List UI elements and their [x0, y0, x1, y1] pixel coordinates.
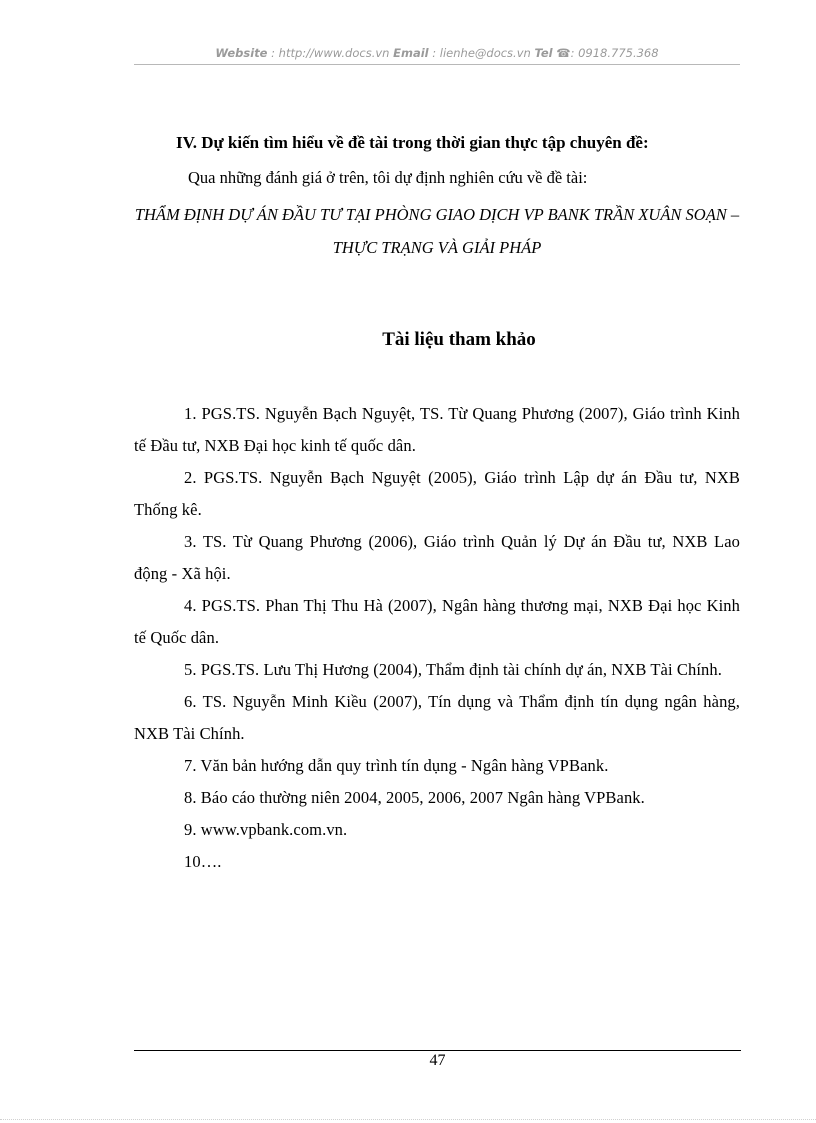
- section-intro: Qua những đánh giá ở trên, tôi dự định nghiên cứu về đề tài:: [188, 168, 588, 187]
- reference-item: 1. PGS.TS. Nguyễn Bạch Nguyệt, TS. Từ Quang Phương (2007), Giáo trình Kinh tế Đầu tư, NXB Đại học kinh tế quốc dân.: [134, 404, 740, 455]
- reference-list: [134, 398, 740, 878]
- references-title: Tài liệu tham khảo: [382, 329, 536, 350]
- reference-item: 9. www.vpbank.com.vn.: [184, 820, 348, 839]
- phone-icon: ☎: [556, 46, 571, 60]
- header-divider: [134, 64, 740, 65]
- reference-item: 3. TS. Từ Quang Phương (2006), Giáo trình Quản lý Dự án Đầu tư, NXB Lao động - Xã hội.: [134, 532, 740, 583]
- footer-divider: [134, 1050, 741, 1051]
- thesis-topic: THẨM ĐỊNH DỰ ÁN ĐẦU TƯ TẠI PHÒNG GIAO DỊCH VP BANK TRẦN XUÂN SOẠN – THỰC TRẠNG VÀ GIẢI PHÁP: [134, 205, 740, 257]
- page-edge: [0, 1119, 816, 1120]
- reference-item: 10….: [184, 852, 222, 871]
- tel-label: Tel: [534, 46, 553, 60]
- reference-item: 7. Văn bản hướng dẫn quy trình tín dụng - Ngân hàng VPBank.: [184, 756, 609, 775]
- reference-item: 6. TS. Nguyễn Minh Kiều (2007), Tín dụng và Thẩm định tín dụng ngân hàng, NXB Tài Chính.: [134, 692, 740, 743]
- section-heading: IV. Dự kiến tìm hiểu về đề tài trong thời gian thực tập chuyên đề:: [176, 133, 649, 152]
- reference-item: 4. PGS.TS. Phan Thị Thu Hà (2007), Ngân hàng thương mại, NXB Đại học Kinh tế Quốc dân.: [134, 596, 740, 647]
- website-value: : http://www.docs.vn: [271, 46, 390, 60]
- reference-item: 5. PGS.TS. Lưu Thị Hương (2004), Thẩm định tài chính dự án, NXB Tài Chính.: [184, 660, 722, 679]
- page-header: [134, 46, 740, 60]
- website-label: Website: [215, 46, 268, 60]
- reference-item: 2. PGS.TS. Nguyễn Bạch Nguyệt (2005), Giáo trình Lập dự án Đầu tư, NXB Thống kê.: [134, 468, 740, 519]
- email-value: : lienhe@docs.vn: [432, 46, 531, 60]
- reference-item: 8. Báo cáo thường niên 2004, 2005, 2006, 2007 Ngân hàng VPBank.: [184, 788, 645, 807]
- page-number: 47: [429, 1052, 446, 1069]
- tel-value: : 0918.775.368: [570, 46, 659, 60]
- email-label: Email: [393, 46, 429, 60]
